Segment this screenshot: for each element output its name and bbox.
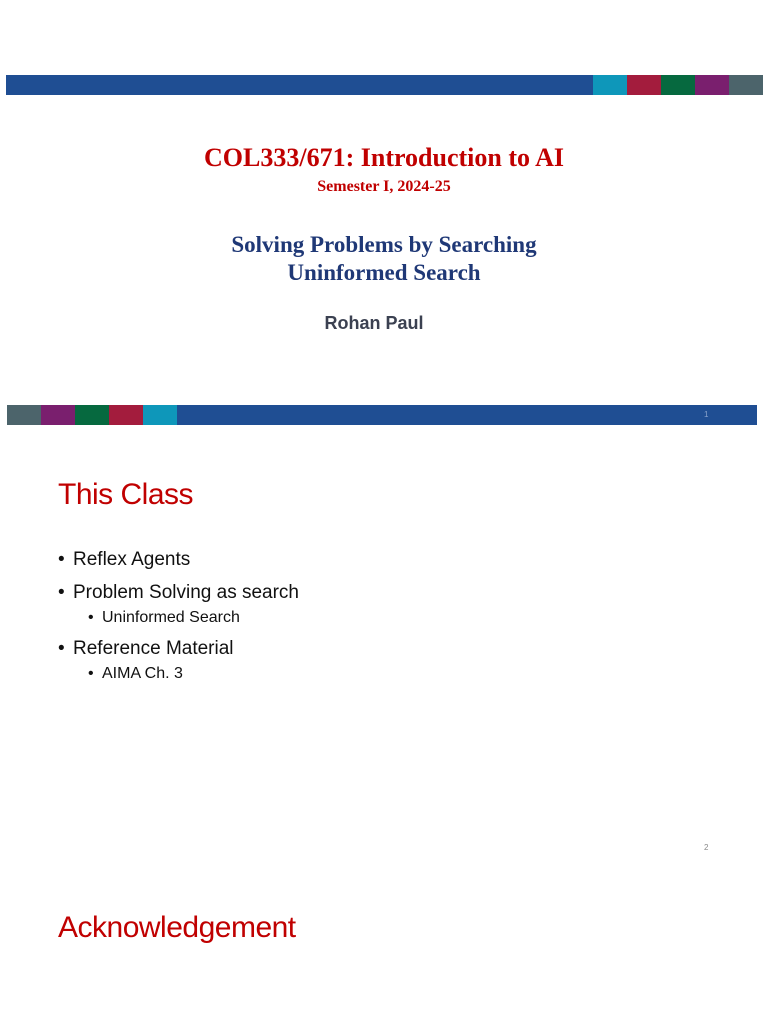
- slide-title: COL333/671: Introduction to AI: [204, 143, 564, 172]
- bar-crimson-segment: [109, 405, 143, 425]
- sub-bullet-aima: • AIMA Ch. 3: [58, 664, 299, 684]
- topic-line-1: Solving Problems by Searching: [231, 232, 537, 257]
- bullet-problem-solving: • Problem Solving as search: [58, 581, 299, 605]
- bottom-color-bar: [7, 405, 757, 425]
- bullet-reflex-agents: • Reflex Agents: [58, 548, 299, 572]
- bar-crimson-segment: [627, 75, 661, 95]
- bar-purple-segment: [695, 75, 729, 95]
- bar-slate-segment: [7, 405, 41, 425]
- bar-blue-segment: [177, 405, 757, 425]
- topic-line-2: Uninformed Search: [287, 260, 481, 285]
- slide-heading-acknowledgement: Acknowledgement: [58, 911, 296, 944]
- page-number-2: 2: [704, 843, 709, 852]
- bar-teal-segment: [143, 405, 177, 425]
- slide-heading-this-class: This Class: [58, 478, 194, 511]
- bar-green-segment: [661, 75, 695, 95]
- bar-slate-segment: [729, 75, 763, 95]
- bar-blue-segment: [6, 75, 593, 95]
- page-number-1: 1: [704, 410, 709, 419]
- semester-subtitle: Semester I, 2024-25: [317, 178, 451, 195]
- author-name: Rohan Paul: [324, 313, 424, 333]
- top-color-bar: [6, 75, 763, 95]
- bullet-list: [58, 548, 299, 693]
- bar-teal-segment: [593, 75, 627, 95]
- sub-bullet-uninformed-search: • Uninformed Search: [58, 608, 299, 628]
- bar-purple-segment: [41, 405, 75, 425]
- bullet-reference-material: • Reference Material: [58, 637, 299, 661]
- bar-green-segment: [75, 405, 109, 425]
